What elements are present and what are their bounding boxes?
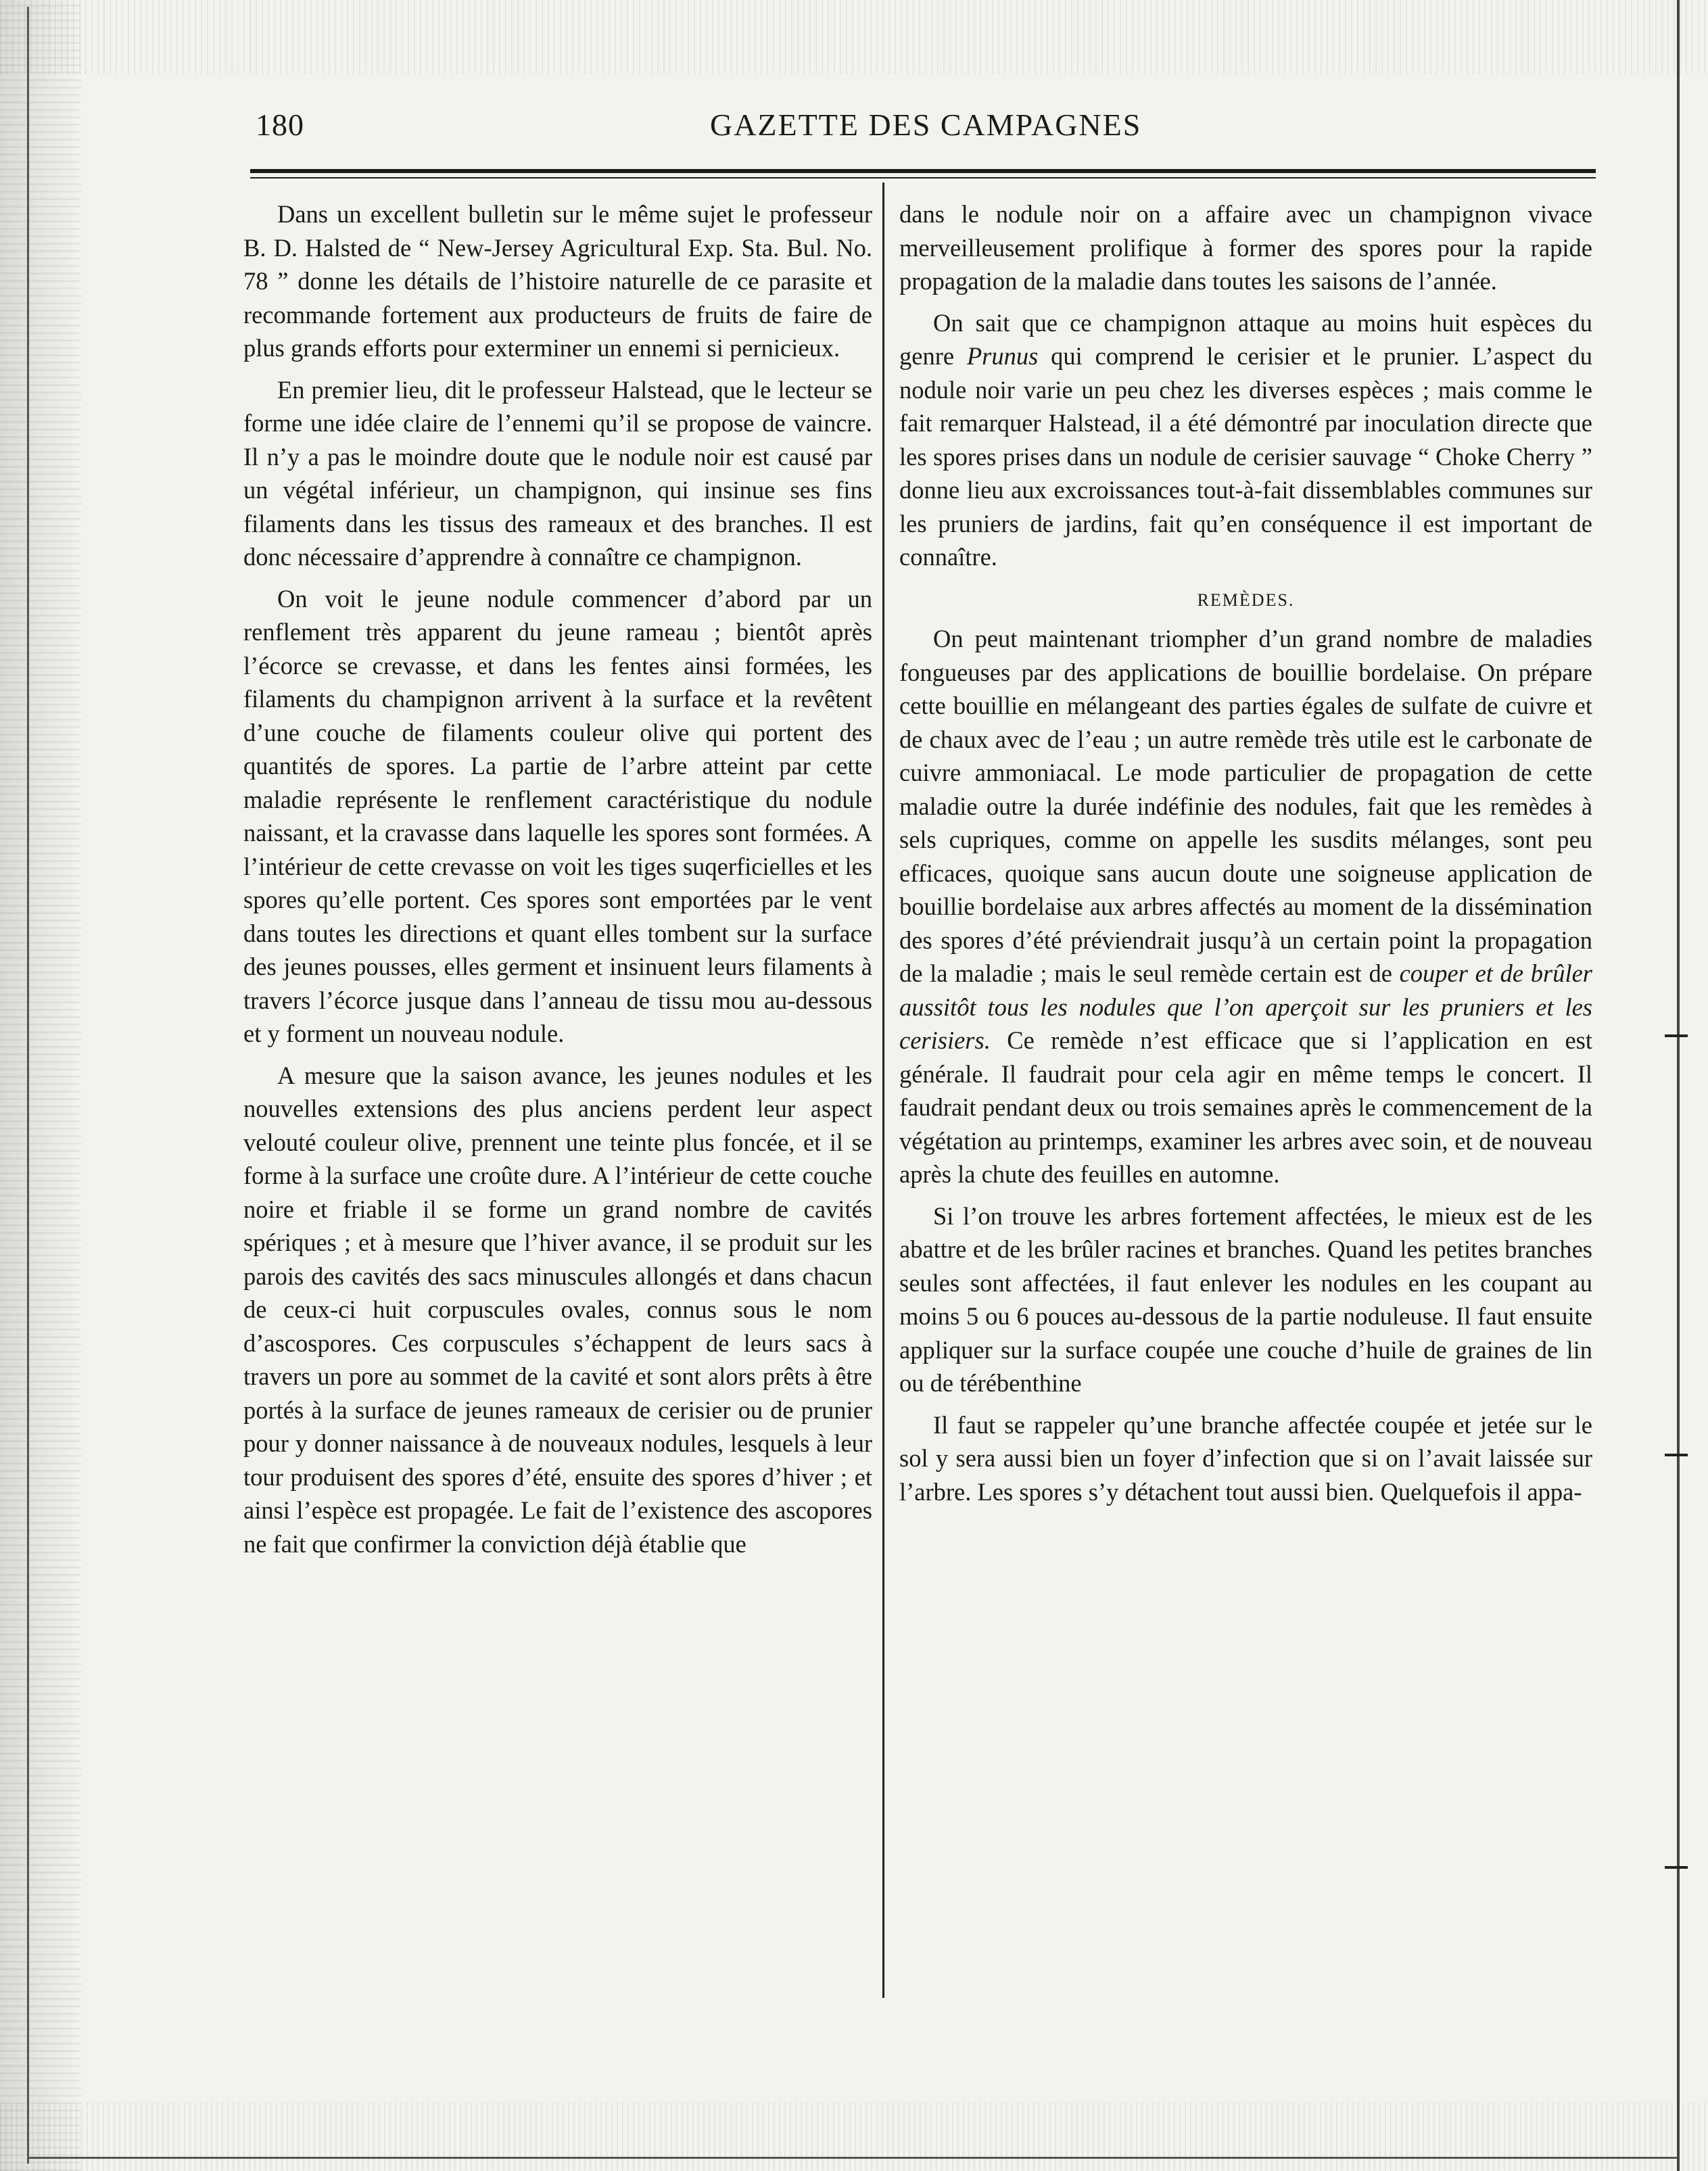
genus-name: Prunus [966,342,1039,370]
text-run: On peut maintenant triompher d’un grand nombre de maladies fongueuses par des applications de bouillie bordelaise. On prépare cette bouillie en mélangeant des parties égales de sulfate de cuivre et de chaux avec de l’eau ; un autre remède très utile est le carbonate de cuivre ammoniacal. Le mode particulier de propagation de cette maladie outre la durée indéfinie des nodules, fait que les remèdes à sels cupriques, comme on appelle les susdits mélanges, sont peu efficaces, quoique sans aucun doute une soigneuse application de bouillie bordelaise aux arbres affectés au moment de la dissémination des spores d’été préviendrait jusqu’à un certain point la propagation de la maladie ; mais le seul remède certain est de [899,625,1592,987]
paragraph: On voit le jeune nodule commencer d’abord par un renflement très apparent du jeune rameau ; bientôt après l’écorce se crevasse, et dans les fentes ainsi formées, les filaments du champignon arrivent à la surface et la revêtent d’une couche de filaments couleur olive qui portent des quantités de spores. La partie de l’arbre atteint par cette maladie représente le renflement caractéristique du nodule naissant, et la cravasse dans laquelle les spores sont formées. A l’intérieur de cette crevasse on voit les tiges suqerficielles et les spores qu’elle portent. Ces spores sont emportées par le vent dans toutes les directions et quant elles tombent sur la surface des jeunes pousses, elles germent et insinuent leurs filaments à travers l’écorce jusque dans l’anneau de tissu mou au-dessous et y forment un nouveau nodule. [243,584,872,1047]
paragraph: Il faut se rappeler qu’une branche affectée coupée et jetée sur le sol y sera aussi bien un foyer d’infection que si on l’avait laissée sur l’arbre. Les spores s’y détachent tout aussi bien. Quelquefois il appa- [899,1410,1592,1506]
scan-border-right [1677,0,1680,2171]
header-rule-thick [250,169,1596,173]
page-header [250,101,1603,156]
margin-tick [1665,1454,1688,1456]
paragraph [899,622,1592,1191]
section-heading: REMÈDES. [1197,590,1295,610]
margin-tick [1665,1866,1688,1869]
text-run: On sait que ce champignon attaque au moins huit espèces du genre [899,308,1592,370]
scan-edge-left [0,0,81,2171]
scan-edge-bottom [0,2103,1708,2171]
text-run: qui comprend le cerisier et le prunier. L’aspect du nodule noir varie un peu chez les diverses espèces ; mais comme le fait remarquer Halstead, il a été démontré par inoculation directe que les spores prises dans un nodule de cerisier sauvage “ Choke Cherry ” donne lieu aux excroissances tout-à-fait dissemblables communes sur les pruniers de jardins, fait qu’en conséquence il est important de connaître. [899,342,1592,571]
header-rule-thin [250,177,1596,178]
scan-border-left [27,7,29,2164]
text-run: Ce remède n’est efficace que si l’application en est générale. Il faudrait pour cela agir en même temps le concert. Il faudrait pendant deux ou trois semaines après le commencement de la végétation au printemps, examiner les arbres avec soin, et de nouveau après la chute des feuilles en automne. [899,1026,1592,1188]
right-column [899,197,1592,1517]
left-column [243,197,872,1569]
paragraph: A mesure que la saison avance, les jeunes nodules et les nouvelles extensions des plus anciens perdent leur aspect velouté couleur olive, prennent une teinte plus foncée, et il se forme à la surface une croûte dure. A l’intérieur de cette couche noire et friable il se forme un grand nombre de cavités spériques ; et à mesure que l’hiver avance, il se produit sur les parois des cavités des sacs minuscules allongés et dans chacun de ceux-ci huit corpuscules ovales, connus sous le nom d’ascospores. Ces corpuscules s’échappent de leurs sacs à travers un pore au sommet de la cavité et sont alors prêts à être portés à la surface de jeunes rameaux de cerisier ou de prunier pour y donner naissance à de nouveaux nodules, lesquels à leur tour produisent des spores d’été, ensuite des spores d’hiver ; et ainsi l’espèce est propagée. Le fait de l’existence des ascopores ne fait que confirmer la conviction déjà établie que [243,1061,872,1558]
scan-border-bottom [27,2157,1677,2159]
paragraph: Si l’on trouve les arbres fortement affectées, le mieux est de les abattre et de les brûler racines et branches. Quand les petites branches seules sont affectées, il faut enlever les nodules en les coupant au moins 5 ou 6 pouces au-dessous de la partie noduleuse. Il faut ensuite appliquer sur la surface coupée une couche d’huile de graines de lin ou de térébenthine [899,1201,1592,1397]
running-title: GAZETTE DES CAMPAGNES [710,108,1142,142]
paragraph [899,306,1592,574]
emphasis: couper et de brûler aussitôt tous les nodules que l’on aperçoit sur les pruniers et les cerisiers. [899,959,1592,1054]
paragraph: dans le nodule noir on a affaire avec un champignon vivace merveilleusement prolifique à former des spores pour la rapide propagation de la maladie dans toutes les saisons de l’année. [899,200,1592,295]
margin-tick [1665,1034,1688,1037]
paragraph: Dans un excellent bulletin sur le même sujet le professeur B. D. Halsted de “ New-Jersey Agricultural Exp. Sta. Bul. No. 78 ” donne les détails de l’histoire naturelle de ce parasite et recommande fortement aux producteurs de fruits de faire de plus grands efforts pour exterminer un ennemi si pernicieux. [243,200,872,362]
paragraph: En premier lieu, dit le professeur Halstead, que le lecteur se forme une idée claire de l’ennemi qu’il se propose de vaincre. Il n’y a pas le moindre doute que le nodule noir est causé par un végétal inférieur, un champignon, qui insinue ses fins filaments dans les tissus des rameaux et des branches. Il est donc nécessaire d’apprendre à connaître ce champignon. [243,375,872,571]
page-number: 180 [256,108,304,142]
scan-edge-top [0,0,1708,74]
column-divider [882,183,884,1998]
